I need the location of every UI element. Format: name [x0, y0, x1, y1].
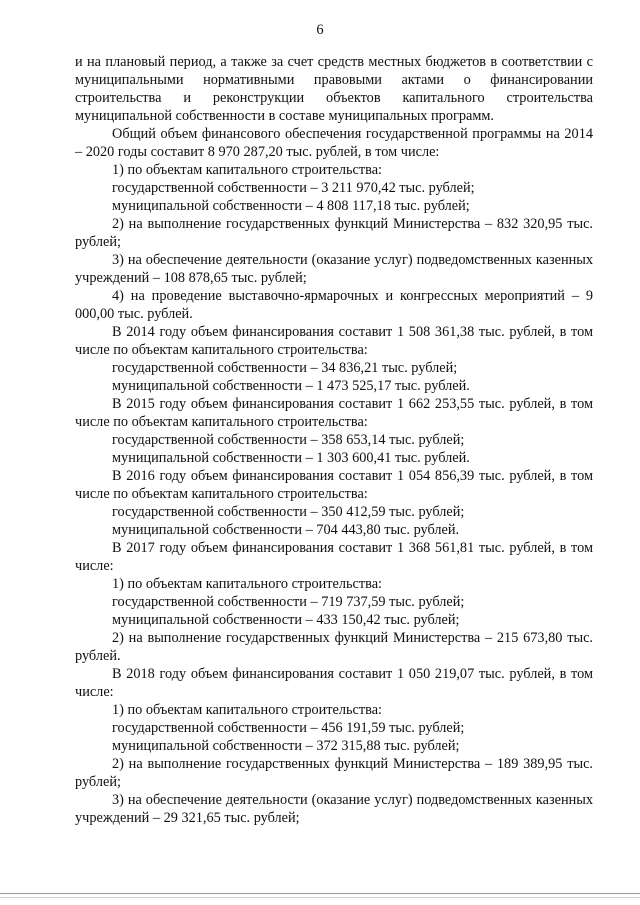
list-item: 3) на обеспечение деятельности (оказание услуг) подведомственных казенных учреждений – 108 878,65 тыс. рублей; — [75, 252, 593, 286]
list-item: муниципальной собственности – 1 473 525,17 тыс. рублей. — [112, 378, 470, 394]
list-item: 2) на выполнение государственных функций Министерства – 832 320,95 тыс. рублей; — [75, 216, 593, 250]
paragraph-year-2018: В 2018 году объем финансирования составит 1 050 219,07 тыс. рублей, в том числе: — [75, 666, 593, 700]
list-item: муниципальной собственности – 1 303 600,41 тыс. рублей. — [112, 450, 470, 466]
list-item: государственной собственности – 456 191,59 тыс. рублей; — [112, 720, 465, 736]
paragraph-year-2015: В 2015 году объем финансирования составит 1 662 253,55 тыс. рублей, в том числе по объектам капитального строительства: — [75, 396, 593, 430]
list-item: муниципальной собственности – 433 150,42 тыс. рублей; — [112, 612, 460, 628]
list-item: 2) на выполнение государственных функций Министерства – 215 673,80 тыс. рублей. — [75, 630, 593, 664]
paragraph-year-2014: В 2014 году объем финансирования составит 1 508 361,38 тыс. рублей, в том числе по объектам капитального строительства: — [75, 324, 593, 358]
paragraph-year-2016: В 2016 году объем финансирования составит 1 054 856,39 тыс. рублей, в том числе по объектам капитального строительства: — [75, 468, 593, 502]
list-item: 1) по объектам капитального строительства: — [112, 162, 383, 178]
list-item: 1) по объектам капитального строительства: — [112, 702, 383, 718]
scan-edge-line — [0, 897, 640, 898]
paragraph-year-2017: В 2017 году объем финансирования составит 1 368 561,81 тыс. рублей, в том числе: — [75, 540, 593, 574]
page-number: 6 — [316, 22, 324, 38]
list-item: государственной собственности – 34 836,21 тыс. рублей; — [112, 360, 458, 376]
scan-edge-line — [0, 893, 640, 894]
paragraph-total-funding: Общий объем финансового обеспечения государственной программы на 2014 – 2020 годы составит 8 970 287,20 тыс. рублей, в том числе: — [75, 126, 593, 160]
list-item: 1) по объектам капитального строительства: — [112, 576, 383, 592]
list-item: муниципальной собственности – 4 808 117,18 тыс. рублей; — [112, 198, 470, 214]
list-item: государственной собственности – 3 211 970,42 тыс. рублей; — [112, 180, 475, 196]
list-item: 3) на обеспечение деятельности (оказание услуг) подведомственных казенных учреждений – 29 321,65 тыс. рублей; — [75, 792, 593, 826]
list-item: муниципальной собственности – 704 443,80 тыс. рублей. — [112, 522, 460, 538]
list-item: 2) на выполнение государственных функций Министерства – 189 389,95 тыс. рублей; — [75, 756, 593, 790]
list-item: 4) на проведение выставочно-ярмарочных и конгрессных мероприятий – 9 000,00 тыс. рублей. — [75, 288, 593, 322]
list-item: муниципальной собственности – 372 315,88 тыс. рублей; — [112, 738, 460, 754]
list-item: государственной собственности – 719 737,59 тыс. рублей; — [112, 594, 465, 610]
document-body — [75, 53, 593, 827]
paragraph-intro: и на плановый период, а также за счет средств местных бюджетов в соответствии с муниципальными нормативными правовыми актами о финансировании строительства и реконструкции объектов капитального строительства муниципальной собственности в составе муниципальных программ. — [75, 54, 593, 124]
list-item: государственной собственности – 358 653,14 тыс. рублей; — [112, 432, 465, 448]
list-item: государственной собственности – 350 412,59 тыс. рублей; — [112, 504, 465, 520]
